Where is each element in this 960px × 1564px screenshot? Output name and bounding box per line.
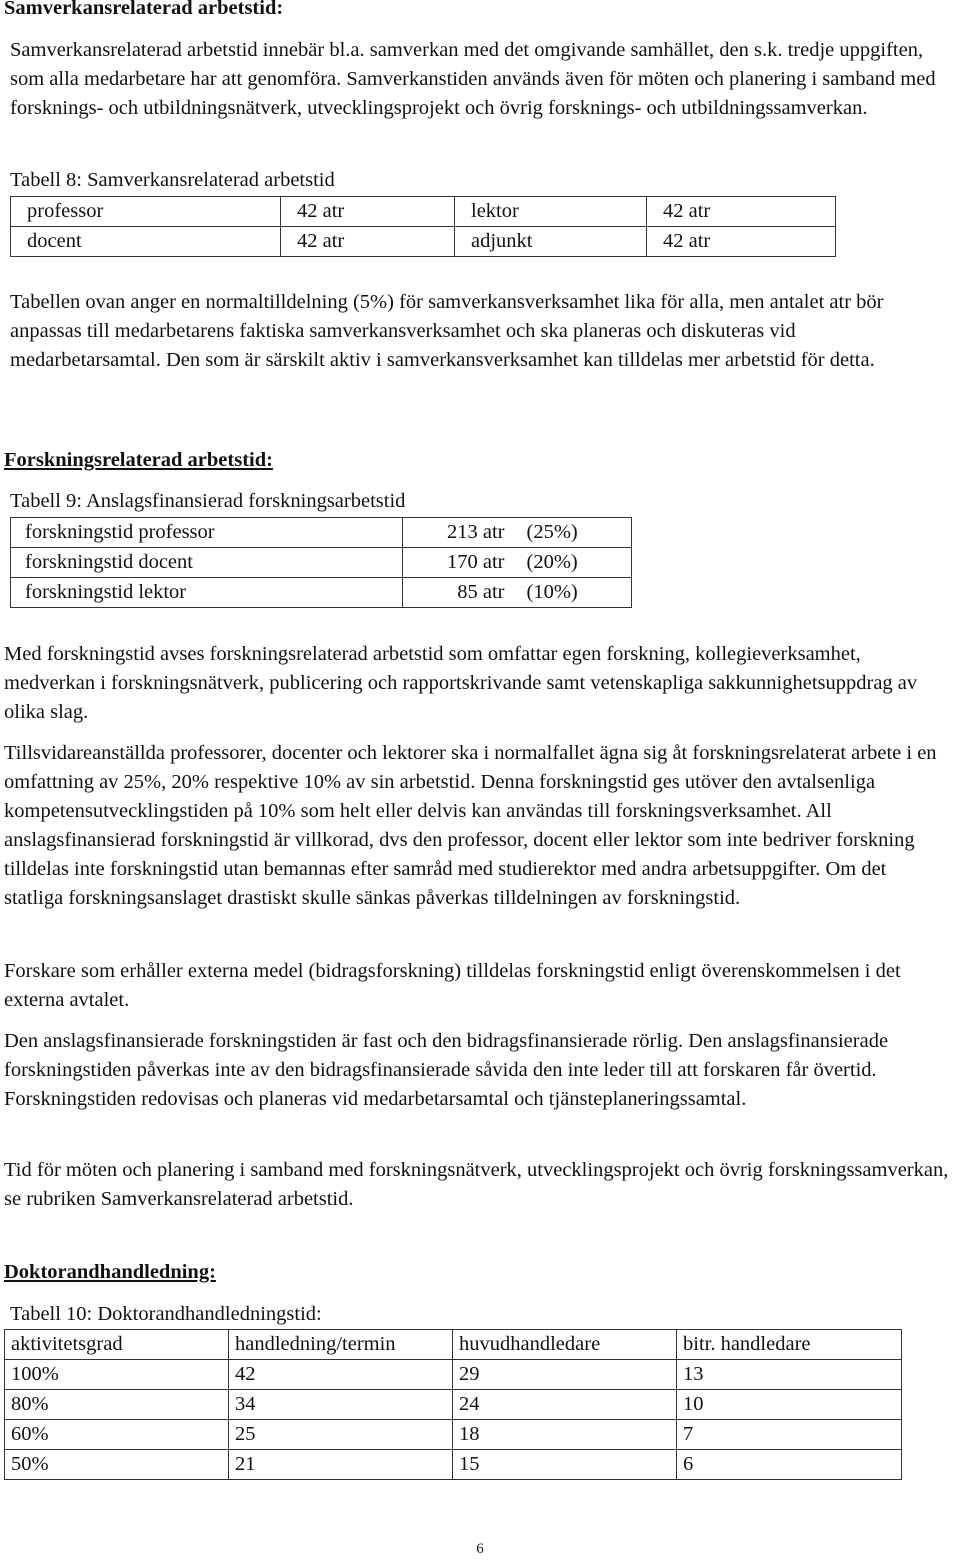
table-header-cell: aktivitetsgrad — [5, 1330, 229, 1360]
table-cell: forskningstid docent — [11, 548, 403, 578]
table-row — [11, 227, 836, 257]
table-cell: forskningstid lektor — [11, 578, 403, 608]
paragraph-externa-medel: Forskare som erhåller externa medel (bidragsforskning) tilldelas forskningstid enligt överenskommelsen i det externa avtalet. — [4, 960, 901, 1011]
paragraph-forskningstid-omfattning: Tillsvidareanställda professorer, docenter och lektorer ska i normalfallet ägna sig åt forskningsrelaterat arbete i en omfattning av 25%, 20% respektive 10% av sin arbetstid. Denna forskningstid ges utöver den avtalsenliga kompetensutvecklingstiden på 10% som helt eller delvis kan användas till forskningsverksamhet. All anslagsfinansierad forskningstid är villkorad, dvs den professor, docent eller lektor som inte bedriver forskning tilldelas inte forskningstid utan bemannas efter samråd med studierektor med andra arbetsuppgifter. Om det statliga forskningsanslaget drastiskt skulle sänkas påverkas tilldelningen av forskningstid. — [4, 742, 937, 909]
table-cell: 42 — [229, 1360, 453, 1390]
table-header-cell: bitr. handledare — [677, 1330, 902, 1360]
table-cell: lektor — [455, 197, 647, 227]
table-cell: (25%) — [513, 518, 632, 548]
paragraph-moten-planering: Tid för möten och planering i samband med forskningsnätverk, utvecklingsprojekt och övrig forskningssamverkan, se rubriken Samverkansrelaterad arbetstid. — [4, 1159, 949, 1210]
paragraph-fast-rorlig: Den anslagsfinansierade forskningstiden är fast och den bidragsfinansierade rörlig. Den anslagsfinansierade forskningstiden påverkas inte av den bidragsfinansierade såvida den inte leder till att forskaren får övertid. Forskningstiden redovisas och planeras vid medarbetarsamtal och tjänsteplaneringssamtal. — [4, 1030, 889, 1110]
table-cell: 42 atr — [647, 197, 836, 227]
section-heading-doktorandhandledning: Doktorandhandledning: — [4, 1261, 216, 1283]
table-cell: 170 atr — [403, 548, 513, 578]
table-cell: professor — [11, 197, 281, 227]
paragraph-samverkan-intro: Samverkansrelaterad arbetstid innebär bl.a. samverkan med det omgivande samhället, den s.k. tredje uppgiften, som alla medarbetare har att genomföra. Samverkanstiden används även för möten och planering i samband med forsknings- och utbildningsnätverk, utvecklingsprojekt och övrig forsknings- och utbildningssamverkan. — [10, 39, 936, 119]
table-cell: adjunkt — [455, 227, 647, 257]
table-cell: 42 atr — [281, 197, 455, 227]
table-cell: 15 — [453, 1450, 677, 1480]
table-cell: 100% — [5, 1360, 229, 1390]
table-10 — [4, 1329, 902, 1480]
table-header-cell: huvudhandledare — [453, 1330, 677, 1360]
table-8 — [10, 196, 836, 257]
table-cell: 29 — [453, 1360, 677, 1390]
table-row — [5, 1390, 902, 1420]
paragraph-forskningstid-definition: Med forskningstid avses forskningsrelaterad arbetstid som omfattar egen forskning, kollegieverksamhet, medverkan i forskningsnätverk, publicering och rapportskrivande samt vetenskapliga sakkunnighetsuppdrag av olika slag. — [4, 643, 918, 723]
table-row — [11, 518, 632, 548]
table-cell: 18 — [453, 1420, 677, 1450]
table-cell: 13 — [677, 1360, 902, 1390]
table-9 — [10, 517, 632, 608]
section-heading-forskning: Forskningsrelaterad arbetstid: — [4, 449, 273, 471]
table-row — [5, 1420, 902, 1450]
table-cell: forskningstid professor — [11, 518, 403, 548]
table-header-cell: handledning/termin — [229, 1330, 453, 1360]
table-cell: docent — [11, 227, 281, 257]
table-cell: 21 — [229, 1450, 453, 1480]
paragraph-samverkan-normaltilldelning: Tabellen ovan anger en normaltilldelning (5%) för samverkansverksamhet lika för alla, men antalet atr bör anpassas till medarbetarens faktiska samverkansverksamhet och ska planeras och diskuteras vid medarbetarsamtal. Den som är särskilt aktiv i samverkansverksamhet kan tilldelas mer arbetstid för detta. — [10, 291, 884, 371]
table-cell: 85 atr — [403, 578, 513, 608]
page-number: 6 — [476, 1541, 484, 1557]
table-10-caption: Tabell 10: Doktorandhandledningstid: — [10, 1303, 322, 1325]
section-heading-samverkan: Samverkansrelaterad arbetstid: — [4, 0, 284, 19]
table-header-row — [5, 1330, 902, 1360]
table-row — [11, 548, 632, 578]
table-row — [5, 1360, 902, 1390]
table-cell: 34 — [229, 1390, 453, 1420]
table-cell: 25 — [229, 1420, 453, 1450]
table-cell: 10 — [677, 1390, 902, 1420]
table-cell: 80% — [5, 1390, 229, 1420]
table-cell: 213 atr — [403, 518, 513, 548]
table-cell: 42 atr — [281, 227, 455, 257]
table-cell: 24 — [453, 1390, 677, 1420]
table-8-caption: Tabell 8: Samverkansrelaterad arbetstid — [10, 169, 335, 191]
table-row — [11, 197, 836, 227]
table-cell: 42 atr — [647, 227, 836, 257]
table-cell: (10%) — [513, 578, 632, 608]
table-cell: 50% — [5, 1450, 229, 1480]
table-cell: 7 — [677, 1420, 902, 1450]
table-row — [5, 1450, 902, 1480]
table-9-caption: Tabell 9: Anslagsfinansierad forskningsarbetstid — [10, 490, 406, 512]
table-cell: (20%) — [513, 548, 632, 578]
table-cell: 6 — [677, 1450, 902, 1480]
table-cell: 60% — [5, 1420, 229, 1450]
table-row — [11, 578, 632, 608]
